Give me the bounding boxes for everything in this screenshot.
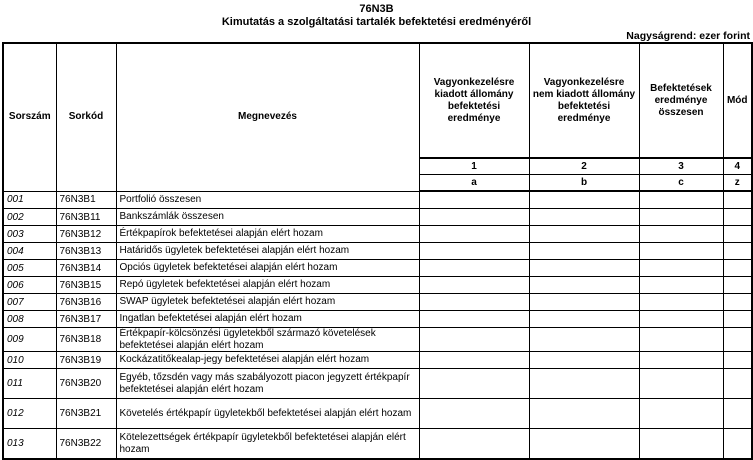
row-desc: Repó ügyletek befektetései alapján elért hozam (116, 277, 419, 294)
row-desc: Opciós ügyletek befektetései alapján elért hozam (116, 260, 419, 277)
row-seq: 009 (3, 328, 56, 352)
value-cell-a[interactable] (419, 429, 529, 460)
table-row (3, 226, 752, 243)
row-desc: Kockázatitőkealap-jegy befektetései alapján elért hozam (116, 352, 419, 369)
value-cell-a[interactable] (419, 311, 529, 328)
row-desc: Követelés értékpapír ügyletekből befektetései alapján elért hozam (116, 399, 419, 429)
value-cell-c[interactable] (639, 209, 723, 226)
row-seq: 005 (3, 260, 56, 277)
value-cell-b[interactable] (529, 191, 639, 209)
value-cell-a[interactable] (419, 260, 529, 277)
table-row (3, 260, 752, 277)
value-cell-a[interactable] (419, 328, 529, 352)
value-cell-c[interactable] (639, 226, 723, 243)
value-cell-a[interactable] (419, 191, 529, 209)
value-cell-b[interactable] (529, 243, 639, 260)
row-desc: Kötelezettségek értékpapír ügyletekből befektetései alapján elért hozam (116, 429, 419, 460)
form-code: 76N3B (359, 3, 394, 15)
table-row (3, 191, 752, 209)
value-cell-c[interactable] (639, 277, 723, 294)
value-cell-b[interactable] (529, 209, 639, 226)
row-desc: SWAP ügyletek befektetései alapján elért hozam (116, 294, 419, 311)
row-seq: 004 (3, 243, 56, 260)
value-cell-b[interactable] (529, 226, 639, 243)
column-letter: z (723, 175, 752, 192)
header-col4: Mód (723, 43, 752, 158)
row-desc: Értékpapírok befektetései alapján elért hozam (116, 226, 419, 243)
value-cell-a[interactable] (419, 277, 529, 294)
row-seq: 008 (3, 311, 56, 328)
table-row (3, 328, 752, 352)
row-code: 76N3B14 (56, 260, 116, 277)
report-table (2, 42, 753, 460)
row-desc: Határidős ügyletek befektetései alapján elért hozam (116, 243, 419, 260)
row-desc: Értékpapír-kölcsönzési ügyletekből származó követelések befektetései alapján elért hozam (116, 328, 419, 352)
value-cell-z[interactable] (723, 260, 752, 277)
value-cell-c[interactable] (639, 294, 723, 311)
table-row (3, 243, 752, 260)
column-number: 2 (529, 158, 639, 175)
header-code: Sorkód (56, 43, 116, 191)
column-letter: b (529, 175, 639, 192)
column-number: 3 (639, 158, 723, 175)
value-cell-a[interactable] (419, 399, 529, 429)
value-cell-a[interactable] (419, 243, 529, 260)
row-desc: Egyéb, tőzsdén vagy más szabályozott piacon jegyzett értékpapír befektetései alapján elért hozam (116, 369, 419, 399)
row-seq: 003 (3, 226, 56, 243)
value-cell-z[interactable] (723, 209, 752, 226)
table-row (3, 209, 752, 226)
row-code: 76N3B19 (56, 352, 116, 369)
value-cell-b[interactable] (529, 277, 639, 294)
value-cell-z[interactable] (723, 191, 752, 209)
value-cell-a[interactable] (419, 209, 529, 226)
value-cell-z[interactable] (723, 243, 752, 260)
value-cell-z[interactable] (723, 352, 752, 369)
row-seq: 011 (3, 369, 56, 399)
value-cell-b[interactable] (529, 399, 639, 429)
value-cell-z[interactable] (723, 311, 752, 328)
value-cell-b[interactable] (529, 352, 639, 369)
table-body (3, 191, 752, 459)
value-cell-c[interactable] (639, 399, 723, 429)
row-seq: 012 (3, 399, 56, 429)
row-seq: 013 (3, 429, 56, 460)
table-row (3, 277, 752, 294)
value-cell-z[interactable] (723, 399, 752, 429)
value-cell-c[interactable] (639, 429, 723, 460)
value-cell-c[interactable] (639, 243, 723, 260)
row-desc: Bankszámlák összesen (116, 209, 419, 226)
column-letter: a (419, 175, 529, 192)
row-code: 76N3B13 (56, 243, 116, 260)
table-row (3, 399, 752, 429)
table-row (3, 429, 752, 460)
value-cell-c[interactable] (639, 260, 723, 277)
row-desc: Portfolió összesen (116, 191, 419, 209)
row-seq: 002 (3, 209, 56, 226)
value-cell-z[interactable] (723, 294, 752, 311)
table-row (3, 311, 752, 328)
row-code: 76N3B21 (56, 399, 116, 429)
value-cell-z[interactable] (723, 369, 752, 399)
value-cell-a[interactable] (419, 352, 529, 369)
column-letter: c (639, 175, 723, 192)
value-cell-b[interactable] (529, 369, 639, 399)
row-seq: 007 (3, 294, 56, 311)
table-row (3, 294, 752, 311)
row-code: 76N3B22 (56, 429, 116, 460)
row-code: 76N3B20 (56, 369, 116, 399)
value-cell-b[interactable] (529, 311, 639, 328)
row-seq: 010 (3, 352, 56, 369)
value-cell-c[interactable] (639, 191, 723, 209)
value-cell-b[interactable] (529, 328, 639, 352)
value-cell-b[interactable] (529, 294, 639, 311)
header-col1: Vagyonkezelésre kiadott állomány befektetési eredménye (419, 43, 529, 158)
value-cell-b[interactable] (529, 429, 639, 460)
table-row (3, 369, 752, 399)
header-seq: Sorszám (3, 43, 56, 191)
column-number: 1 (419, 158, 529, 175)
row-code: 76N3B17 (56, 311, 116, 328)
value-cell-a[interactable] (419, 369, 529, 399)
row-code: 76N3B18 (56, 328, 116, 352)
row-seq: 006 (3, 277, 56, 294)
form-title: Kimutatás a szolgáltatási tartalék befektetési eredményéről (221, 16, 532, 28)
row-code: 76N3B1 (56, 191, 116, 209)
value-cell-c[interactable] (639, 328, 723, 352)
row-code: 76N3B16 (56, 294, 116, 311)
row-code: 76N3B12 (56, 226, 116, 243)
header-col3: Befektetések eredménye összesen (639, 43, 723, 158)
value-cell-z[interactable] (723, 226, 752, 243)
column-number: 4 (723, 158, 752, 175)
value-cell-z[interactable] (723, 328, 752, 352)
value-cell-z[interactable] (723, 429, 752, 460)
value-cell-z[interactable] (723, 277, 752, 294)
row-code: 76N3B11 (56, 209, 116, 226)
row-seq: 001 (3, 191, 56, 209)
row-code: 76N3B15 (56, 277, 116, 294)
value-cell-c[interactable] (639, 369, 723, 399)
value-cell-a[interactable] (419, 226, 529, 243)
header-desc: Megnevezés (116, 43, 419, 191)
value-cell-a[interactable] (419, 294, 529, 311)
value-cell-c[interactable] (639, 311, 723, 328)
table-row (3, 352, 752, 369)
unit-label: Nagyságrend: ezer forint (626, 30, 750, 42)
value-cell-b[interactable] (529, 260, 639, 277)
header-col2: Vagyonkezelésre nem kiadott állomány befektetési eredménye (529, 43, 639, 158)
row-desc: Ingatlan befektetései alapján elért hozam (116, 311, 419, 328)
value-cell-c[interactable] (639, 352, 723, 369)
